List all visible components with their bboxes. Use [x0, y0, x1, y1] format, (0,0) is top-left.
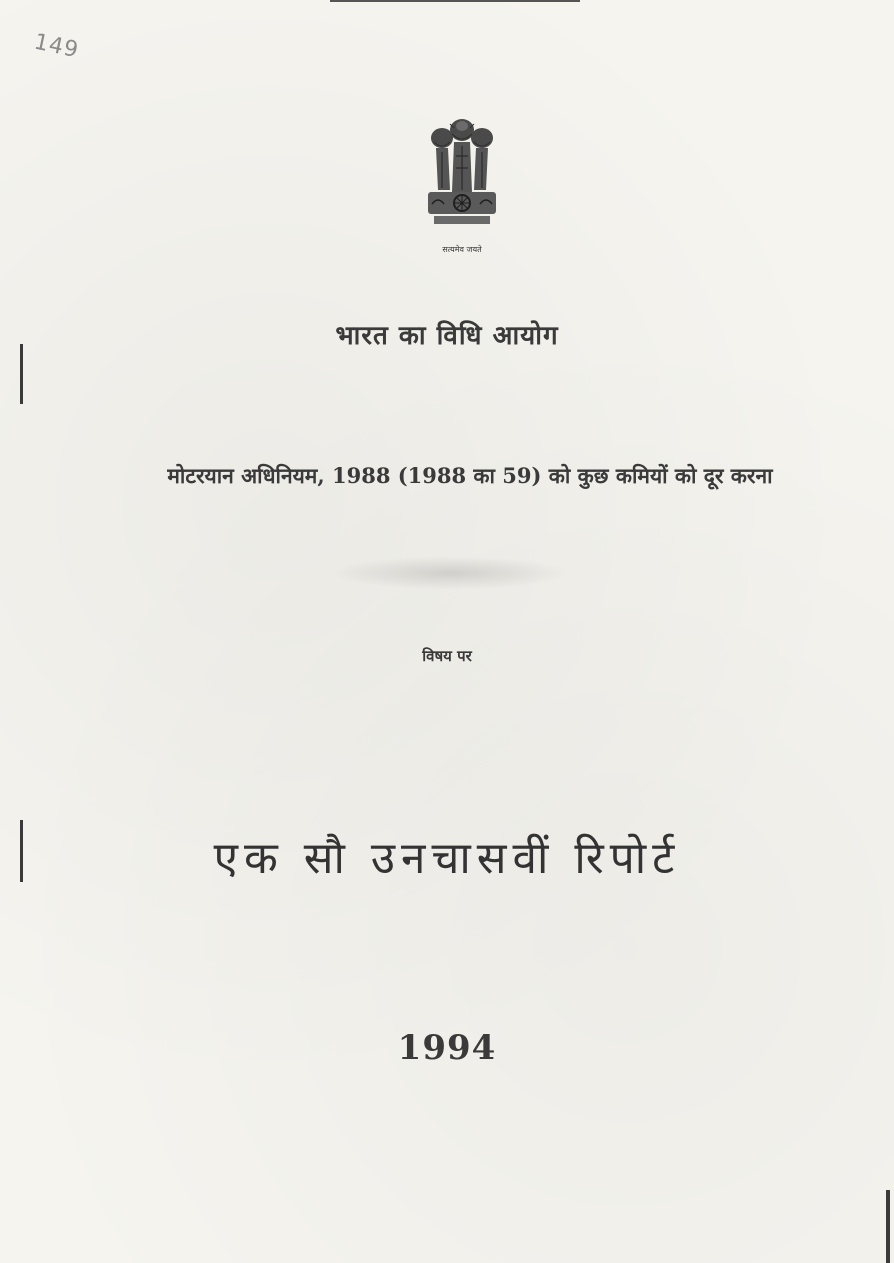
national-emblem	[412, 112, 512, 264]
subject-suffix: विषय पर	[422, 647, 472, 665]
scan-top-line	[330, 0, 580, 2]
report-year: 1994	[397, 1028, 497, 1068]
margin-mark	[20, 344, 23, 404]
handwritten-page-number: 149	[31, 29, 82, 64]
emblem-motto: सत्यमेव जयते	[442, 245, 482, 254]
national-emblem-icon	[412, 112, 512, 264]
ink-smudge	[330, 556, 570, 590]
commission-name: भारत का विधि आयोग	[335, 321, 559, 351]
subject-title: मोटरयान अधिनियम, 1988 (1988 का 59) को कुछ कमियों को दूर करना	[167, 463, 773, 488]
margin-mark	[886, 1190, 890, 1263]
report-title: एक सौ उनचासवीं रिपोर्ट	[213, 833, 681, 884]
